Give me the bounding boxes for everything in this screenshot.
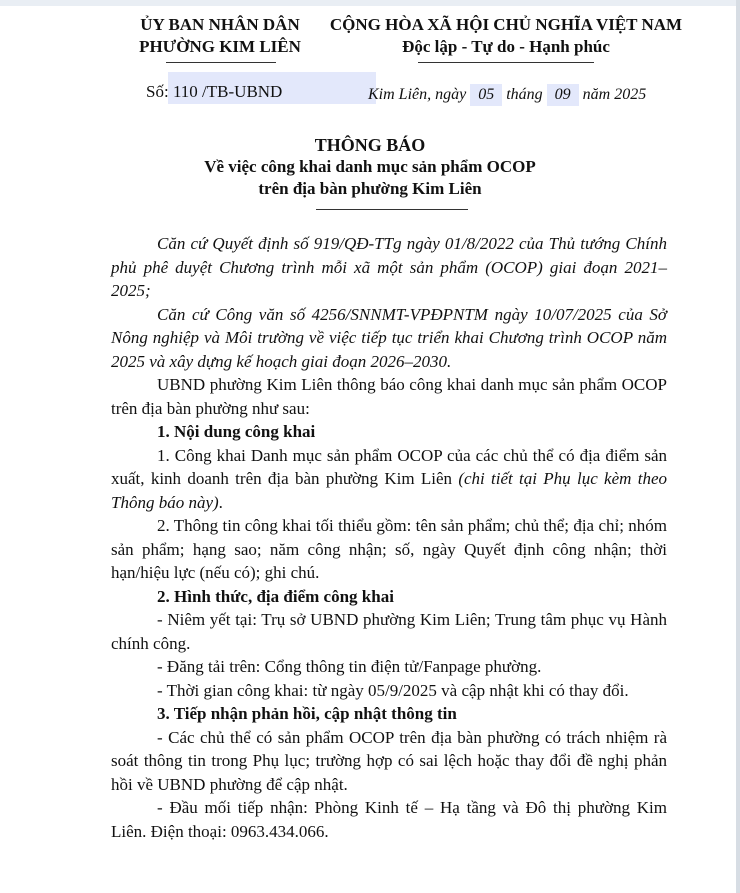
- national-motto: Độc lập - Tự do - Hạnh phúc: [402, 37, 610, 56]
- date-month[interactable]: 09: [547, 84, 579, 106]
- section-3-item-1: - Các chủ thể có sản phẩm OCOP trên địa bàn phường có trách nhiệm rà soát thông tin trong Phụ lục; trường hợp có sai lệch hoặc thay đổi đề nghị phản hồi về UBND phường để cập nhật.: [111, 727, 667, 794]
- document-title: [0, 134, 740, 200]
- doc-number-label: Số:: [146, 82, 169, 101]
- date-line: [368, 84, 646, 106]
- date-month-label: tháng: [506, 86, 543, 103]
- legal-basis-2: Căn cứ Công văn số 4256/SNNMT-VPĐPNTM ngày 10/07/2025 của Sở Nông nghiệp và Môi trường về việc tiếp tục triển khai Chương trình OCOP năm 2025 và xây dựng kế hoạch giai đoạn 2026–2030.: [111, 304, 667, 371]
- window-top-edge: [0, 0, 740, 6]
- section-1-item-1: [111, 444, 667, 515]
- date-day[interactable]: 05: [470, 84, 502, 106]
- issuing-agency: [120, 14, 320, 58]
- motto-underline: [418, 62, 594, 63]
- agency-underline: [166, 62, 276, 63]
- title-rule: [316, 209, 468, 210]
- section-3-item-2: - Đầu mối tiếp nhận: Phòng Kinh tế – Hạ tầng và Đô thị phường Kim Liên. Điện thoại: 0963.434.066.: [111, 798, 667, 841]
- agency-line-1: ỦY BAN NHÂN DÂN: [140, 15, 300, 34]
- title-subject-line-1: Về việc công khai danh mục sản phẩm OCOP: [204, 157, 536, 176]
- section-1-item-1-end: .: [218, 492, 223, 512]
- section-1-heading: 1. Nội dung công khai: [157, 422, 316, 441]
- section-1-item-1-note: (chi tiết tại Phụ lục kèm theo Thông báo này): [111, 469, 667, 512]
- agency-line-2: PHƯỜNG KIM LIÊN: [139, 37, 301, 56]
- section-3-heading: 3. Tiếp nhận phản hồi, cập nhật thông tin: [157, 704, 457, 723]
- section-2-heading: 2. Hình thức, địa điểm công khai: [157, 586, 394, 606]
- section-1-item-1-text: 1. Công khai Danh mục sản phẩm OCOP của các chủ thể có địa điểm sản xuất, kinh doanh trên địa bàn phường Kim Liên: [111, 445, 667, 488]
- title-subject-line-2: trên địa bàn phường Kim Liên: [258, 179, 482, 198]
- section-1-item-2: 2. Thông tin công khai tối thiểu gồm: tên sản phẩm; chủ thể; địa chỉ; nhóm sản phẩm; hạng sao; năm công nhận; số, ngày Quyết định công nhận; thời hạn/hiệu lực (nếu có); ghi chú.: [111, 516, 667, 582]
- section-2-item-2: - Đăng tải trên: Cổng thông tin điện tử/Fanpage phường.: [157, 657, 542, 676]
- section-2-item-1: - Niêm yết tại: Trụ sở UBND phường Kim Liên; Trung tâm phục vụ Hành chính công.: [111, 610, 667, 653]
- document-body: [111, 232, 667, 843]
- doc-number: [146, 80, 282, 104]
- date-place: Kim Liên, ngày: [368, 86, 467, 103]
- date-year: năm 2025: [582, 86, 647, 103]
- intro-paragraph: UBND phường Kim Liên thông báo công khai danh mục sản phẩm OCOP trên địa bàn phường như sau:: [111, 375, 667, 418]
- doc-number-value[interactable]: 110 /TB-UBND: [172, 82, 283, 101]
- national-title: CỘNG HÒA XÃ HỘI CHỦ NGHĨA VIỆT NAM: [329, 15, 683, 34]
- section-2-item-3: - Thời gian công khai: từ ngày 05/9/2025 và cập nhật khi có thay đổi.: [157, 680, 629, 700]
- title-main: THÔNG BÁO: [314, 135, 426, 155]
- legal-basis-1: Căn cứ Quyết định số 919/QĐ-TTg ngày 01/8/2022 của Thủ tướng Chính phủ phê duyệt Chương trình mỗi xã một sản phẩm (OCOP) giai đoạn 2021–2025;: [111, 234, 667, 300]
- national-header: [316, 14, 696, 58]
